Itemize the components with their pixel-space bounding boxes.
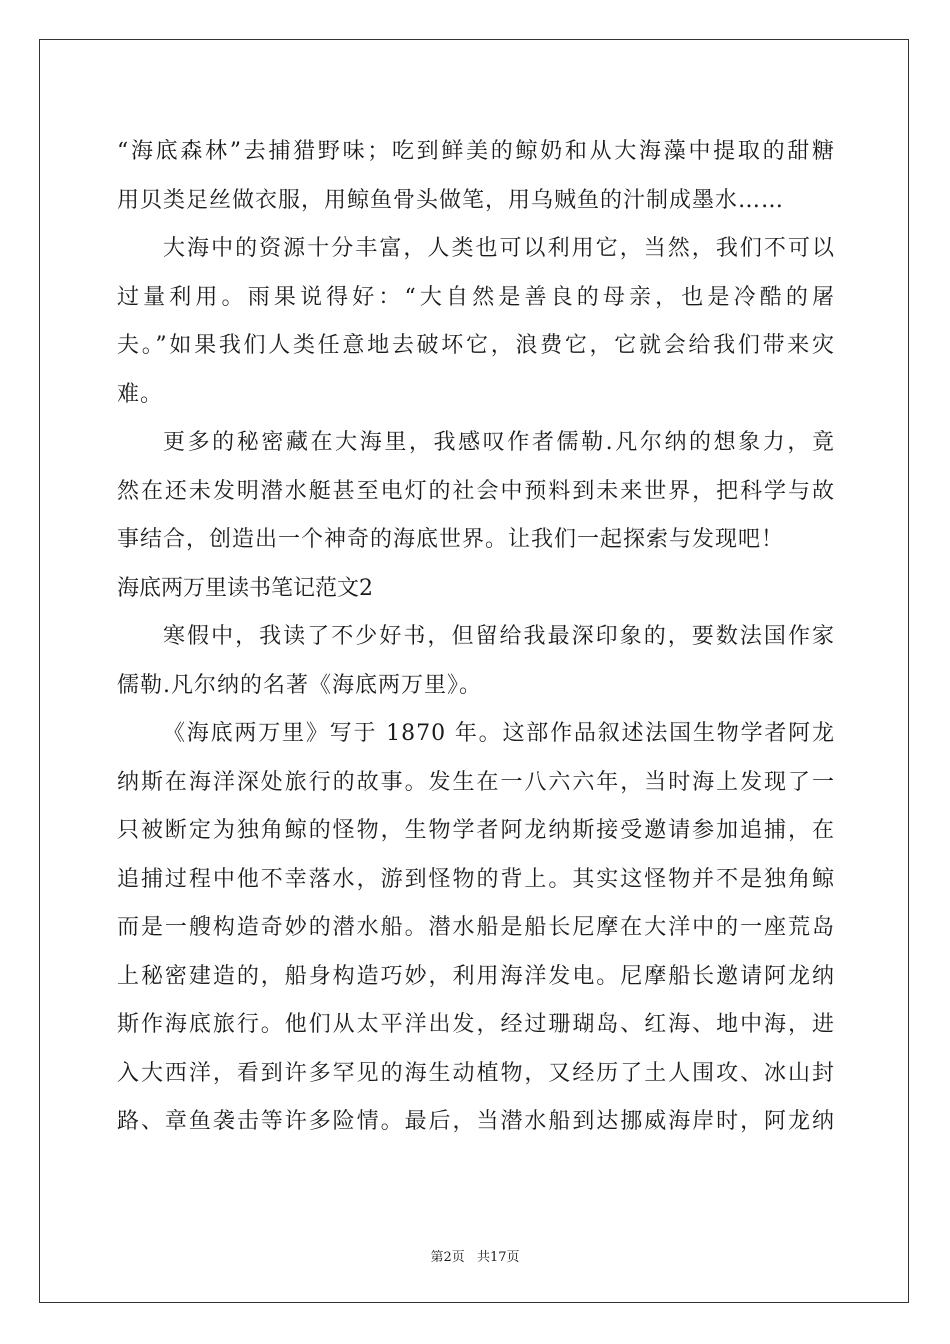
- text-line: 难。: [117, 381, 164, 407]
- text-line: 只被断定为独角鲸的怪物，生物学者阿龙纳斯接受邀请参加追捕，在: [117, 818, 835, 843]
- text-line: 追捕过程中他不幸落水，游到怪物的背上。其实这怪物并不是独角鲸: [117, 866, 835, 892]
- text-line: 纳斯在海洋深处旅行的故事。发生在一八六六年，当时海上发现了一: [117, 769, 835, 795]
- text-line: 过量利用。雨果说得好：“大自然是善良的母亲，也是冷酷的屠: [117, 284, 835, 310]
- text-line: 用贝类足丝做衣服，用鲸鱼骨头做笔，用乌贼鱼的汁制成墨水……: [117, 187, 785, 213]
- text-line: 夫。”如果我们人类任意地去破坏它，浪费它，它就会给我们带来灾: [117, 333, 835, 358]
- section-heading: 海底两万里读书笔记范文2: [117, 575, 373, 601]
- text-line: “海底森林”去捕猎野味；吃到鲜美的鲸奶和从大海藻中提取的甜糖: [117, 139, 835, 164]
- text-line: 更多的秘密藏在大海里，我感叹作者儒勒.凡尔纳的想象力，竟: [163, 430, 835, 455]
- text-line: 然在还未发明潜水艇甚至电灯的社会中预料到未来世界，把科学与故: [117, 478, 835, 504]
- text-line: 儒勒.凡尔纳的名著《海底两万里》。: [117, 672, 482, 698]
- text-line: 寒假中，我读了不少好书，但留给我最深印象的，要数法国作家: [163, 624, 835, 649]
- page-number: 第2页: [430, 1250, 465, 1265]
- page-footer: [0, 1246, 950, 1265]
- document-body: [117, 128, 835, 1147]
- text-line: 路、章鱼袭击等许多险情。最后，当潜水船到达挪威海岸时，阿龙纳: [117, 1109, 835, 1134]
- text-line: 事结合，创造出一个神奇的海底世界。让我们一起探索与发现吧！: [117, 527, 785, 552]
- text-line: 而是一艘构造奇妙的潜水船。潜水船是船长尼摩在大洋中的一座荒岛: [117, 915, 835, 940]
- page-total: 共17页: [476, 1250, 520, 1265]
- text-line: 斯作海底旅行。他们从太平洋出发，经过珊瑚岛、红海、地中海，进: [117, 1012, 835, 1037]
- text-line: 大海中的资源十分丰富，人类也可以利用它，当然，我们不可以: [163, 236, 835, 261]
- text-line: 《海底两万里》写于 1870 年。这部作品叙述法国生物学者阿龙: [163, 721, 835, 746]
- text-line: 入大西洋，看到许多罕见的海生动植物，又经历了土人围攻、冰山封: [117, 1060, 835, 1086]
- text-line: 上秘密建造的，船身构造巧妙，利用海洋发电。尼摩船长邀请阿龙纳: [117, 963, 835, 989]
